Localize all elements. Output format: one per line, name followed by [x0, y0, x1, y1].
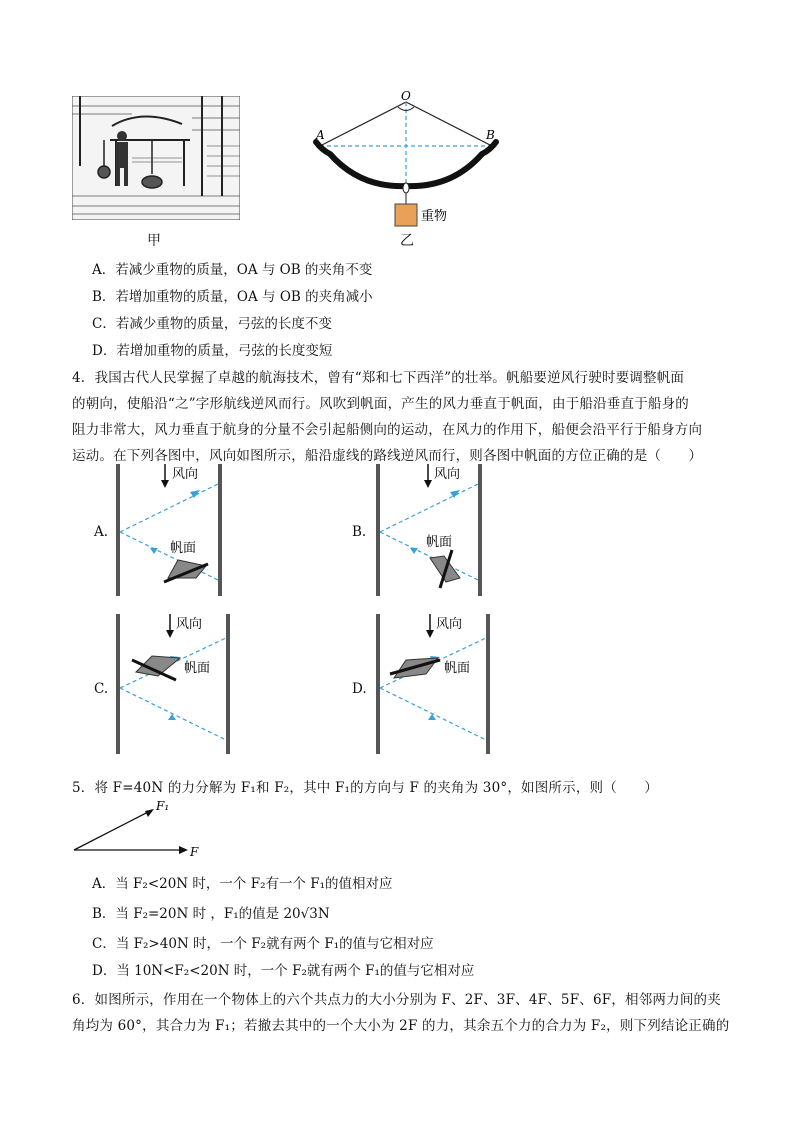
q3-option-d: D．若增加重物的质量，弓弦的长度变短 — [92, 343, 333, 359]
woodcut-illustration — [72, 96, 240, 220]
string-ob — [406, 102, 492, 146]
q3-option-a: A．若减少重物的质量，OA 与 OB 的夹角不变 — [92, 262, 373, 278]
q6-line-2: 角均为 60°，其合力为 F₁；若撤去其中的一个大小为 2F 的力，其余五个力的合力为 F₂，则下列结论正确的 — [72, 1018, 730, 1034]
caption-jia: 甲 — [147, 233, 161, 249]
q5-option-d: D．当 10N<F₂<20N 时，一个 F₂就有两个 F₁的值与它相对应 — [92, 963, 475, 979]
panel-a — [110, 460, 240, 600]
q3-option-b: B．若增加重物的质量，OA 与 OB 的夹角减小 — [92, 289, 373, 305]
panel-c — [110, 610, 240, 758]
q5-option-b: B．当 F₂=20N 时 ，F₁的值是 20√3N — [92, 906, 330, 922]
panel-d — [370, 610, 500, 758]
q4-line-4: 运动。在下列各图中，风向如图所示，船沿虚线的路线逆风而行，则各图中帆面的方位正确的是（ ） — [72, 448, 703, 464]
label-f: F — [190, 845, 199, 859]
panel-b-label: B. — [352, 524, 367, 540]
q5-option-a: A．当 F₂<20N 时，一个 F₂有一个 F₁的值相对应 — [92, 876, 393, 892]
q5-stem: 5．将 F=40N 的力分解为 F₁和 F₂，其中 F₁的方向与 F 的夹角为 30°，如图所示，则（ ） — [72, 780, 659, 796]
q5-force-diagram — [72, 798, 212, 862]
figure-jia-picture — [72, 96, 240, 220]
label-f1: F₁ — [156, 799, 170, 813]
panel-b-sail-label: 帆面 — [426, 535, 453, 550]
panel-a-wind-label: 风向 — [172, 467, 199, 482]
panel-d-sail-label: 帆面 — [444, 661, 471, 676]
label-a: A — [316, 128, 325, 142]
weight-block — [395, 204, 417, 226]
panel-a-label: A. — [94, 524, 109, 540]
q4-line-1: 4．我国古代人民掌握了卓越的航海技术，曾有“郑和七下西洋”的壮举。帆船要逆风行驶时要调整帆面 — [72, 370, 685, 386]
panel-b — [370, 460, 500, 600]
q4-line-2: 的朝向，使船沿“之”字形航线逆风而行。风吹到帆面，产生的风力垂直于帆面，由于船沿垂直于船身的 — [72, 396, 690, 412]
q5-option-c: C．当 F₂>40N 时，一个 F₂就有两个 F₁的值与它相对应 — [92, 936, 434, 952]
string-oa — [320, 102, 406, 146]
weight-label: 重物 — [421, 209, 448, 224]
panel-a-sail-label: 帆面 — [170, 541, 197, 556]
panel-c-label: C. — [94, 681, 109, 697]
q6-line-1: 6．如图所示，作用在一个物体上的六个共点力的大小分别为 F、2F、3F、4F、5F、6F，相邻两力间的夹 — [72, 992, 721, 1008]
panel-d-wind-label: 风向 — [436, 617, 463, 632]
panel-c-wind-label: 风向 — [176, 617, 203, 632]
panel-d-label: D. — [352, 681, 367, 697]
q3-option-c: C．若减少重物的质量，弓弦的长度不变 — [92, 316, 332, 332]
label-o: O — [401, 89, 411, 103]
q4-line-3: 阻力非常大，风力垂直于航身的分量不会引起船侧向的运动，在风力的作用下，船便会沿平行于船身方向 — [72, 422, 703, 438]
panel-c-sail-label: 帆面 — [184, 661, 211, 676]
panel-b-wind-label: 风向 — [434, 467, 461, 482]
label-b: B — [486, 128, 495, 142]
caption-yi: 乙 — [400, 233, 414, 249]
